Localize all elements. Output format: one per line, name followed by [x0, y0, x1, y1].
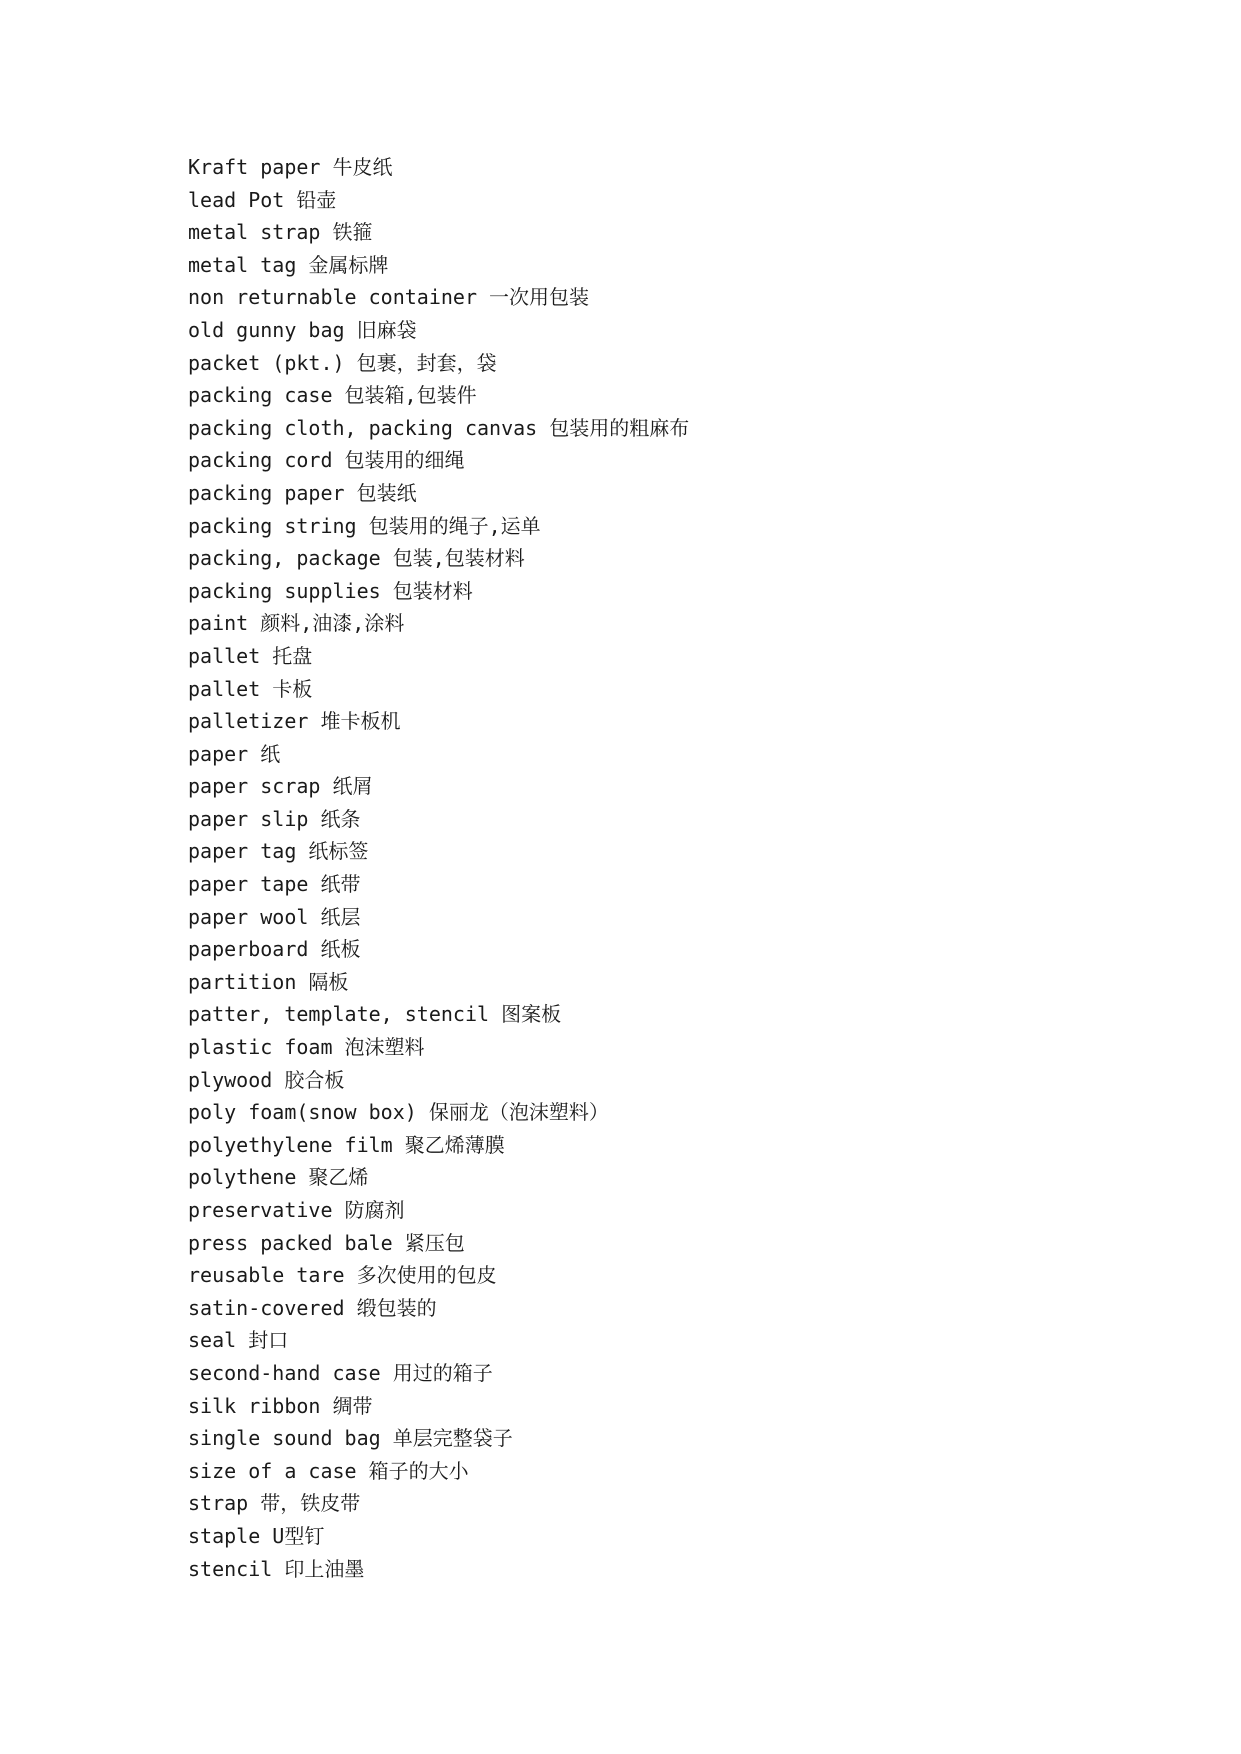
- glossary-entry: lead Pot 铅壶: [188, 187, 337, 212]
- glossary-entry: Kraft paper 牛皮纸: [188, 155, 393, 179]
- glossary-entry: satin-covered 缎包装的: [188, 1295, 437, 1320]
- glossary-entry: silk ribbon 绸带: [188, 1393, 373, 1418]
- glossary-entry: paper wool 纸层: [188, 904, 361, 929]
- glossary-entry: packing string 包装用的绳子,运单: [188, 513, 541, 538]
- glossary-entry: paint 颜料,油漆,涂料: [188, 611, 405, 636]
- glossary-entry: polyethylene film 聚乙烯薄膜: [188, 1132, 505, 1157]
- glossary-entry: polythene 聚乙烯: [188, 1165, 369, 1190]
- glossary-entry: plastic foam 泡沫塑料: [188, 1035, 425, 1060]
- glossary-entry: packing cloth, packing canvas 包装用的粗麻布: [188, 415, 690, 440]
- glossary-entry: packet (pkt.) 包裹，封套，袋: [188, 350, 497, 375]
- glossary-entry: preservative 防腐剂: [188, 1198, 405, 1222]
- glossary-entry: paper slip 纸条: [188, 806, 361, 831]
- glossary-entry: partition 隔板: [188, 969, 349, 994]
- glossary-list: [188, 151, 689, 1585]
- glossary-entry: single sound bag 单层完整袋子: [188, 1426, 513, 1451]
- glossary-entry: paper 纸: [188, 741, 281, 766]
- glossary-entry: paper tag 纸标签: [188, 839, 369, 864]
- glossary-entry: pallet 卡板: [188, 676, 313, 701]
- glossary-entry: plywood 胶合板: [188, 1067, 345, 1092]
- glossary-entry: reusable tare 多次使用的包皮: [188, 1263, 497, 1288]
- glossary-entry: packing cord 包装用的细绳: [188, 448, 465, 473]
- glossary-entry: packing supplies 包装材料: [188, 578, 473, 603]
- glossary-entry: metal tag 金属标牌: [188, 252, 389, 277]
- glossary-entry: paperboard 纸板: [188, 937, 361, 962]
- glossary-entry: pallet 托盘: [188, 643, 313, 668]
- glossary-entry: non returnable container 一次用包装: [188, 285, 590, 310]
- glossary-entry: poly foam(snow box) 保丽龙（泡沫塑料）: [188, 1100, 609, 1125]
- glossary-entry: packing paper 包装纸: [188, 480, 417, 505]
- glossary-entry: press packed bale 紧压包: [188, 1230, 465, 1255]
- glossary-entry: palletizer 堆卡板机: [188, 709, 401, 734]
- glossary-entry: metal strap 铁箍: [188, 220, 373, 245]
- glossary-entry: old gunny bag 旧麻袋: [188, 317, 417, 342]
- glossary-entry: second-hand case 用过的箱子: [188, 1360, 493, 1385]
- glossary-entry: packing case 包装箱,包装件: [188, 383, 477, 408]
- glossary-entry: strap 带，铁皮带: [188, 1491, 361, 1516]
- glossary-entry: stencil 印上油墨: [188, 1556, 365, 1581]
- glossary-entry: packing, package 包装,包装材料: [188, 546, 525, 571]
- glossary-entry: paper tape 纸带: [188, 872, 361, 897]
- glossary-entry: paper scrap 纸屑: [188, 774, 373, 799]
- glossary-entry: patter, template, stencil 图案板: [188, 1002, 562, 1027]
- glossary-entry: seal 封口: [188, 1328, 289, 1353]
- glossary-entry: staple U型钉: [188, 1523, 325, 1548]
- glossary-entry: size of a case 箱子的大小: [188, 1458, 469, 1483]
